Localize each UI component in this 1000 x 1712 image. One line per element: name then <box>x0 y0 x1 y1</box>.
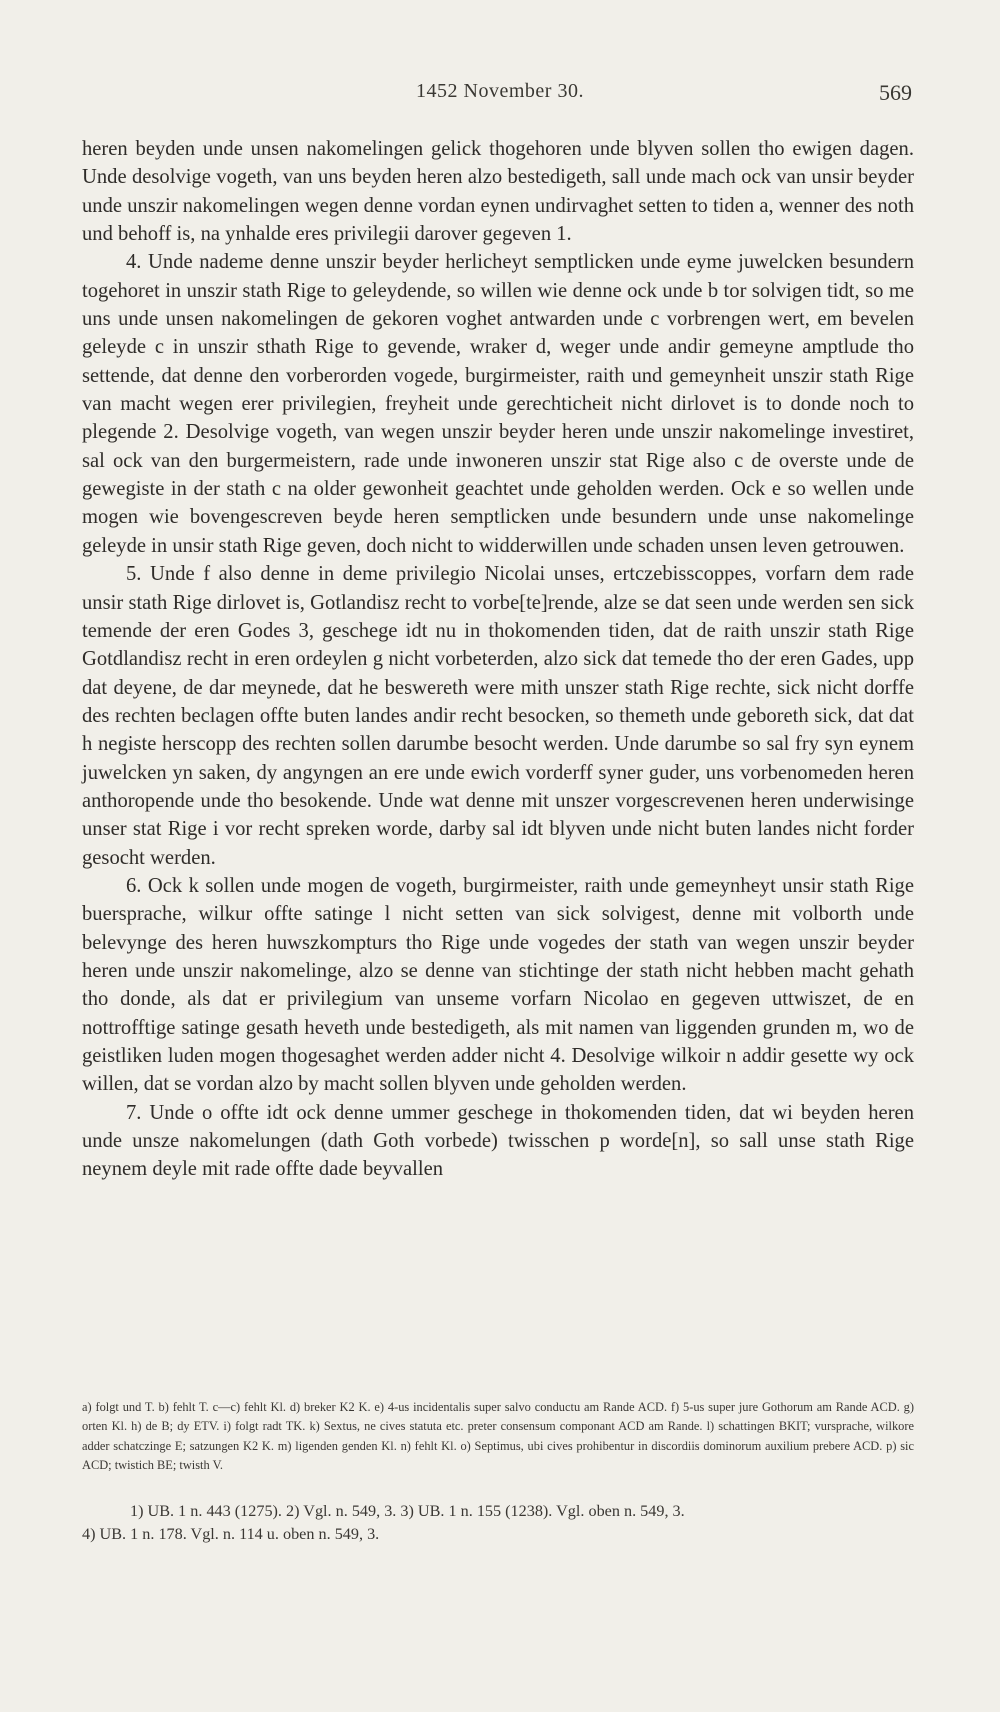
footnote-line: 4) UB. 1 n. 178. Vgl. n. 114 u. oben n. 549, 3. <box>82 1525 380 1543</box>
paragraph-continuation: heren beyden unde unsen nakomelingen gelick thogehoren unde blyven sollen tho ewigen dagen. Unde desolvige vogeth, van uns beyden heren alzo bestedigeth, sall unde mach ock van unsir beyder unde unszir nakomelingen wegen denne vordan eynen undirvaghet setten to tiden a, wenner des noth und behoff is, na ynhalde eres privilegii darover gegeven 1. <box>82 138 914 246</box>
page-title: 1452 November 30. <box>416 80 584 102</box>
main-text <box>82 135 914 1184</box>
footnotes <box>82 1500 914 1546</box>
page-number: 569 <box>879 80 912 105</box>
paragraph-7: 7. Unde o offte idt ock denne ummer geschege in thokomenden tiden, dat wi beyden heren unde unsze nakomelungen (dath Goth vorbede) twisschen p worde[n], so sall unse stath Rige neynem deyle mit rade offte dade beyvallen <box>82 1101 914 1181</box>
running-head <box>0 80 1000 110</box>
paragraph-4: 4. Unde nademe denne unszir beyder herlicheyt semptlicken unde eyme juwelcken besundern togehoret in unszir stath Rige to geleydende, so willen wie denne ock unde b tor solvigen tidt, so me uns unde unsen nakomelingen de gekoren voghet antwarden unde c vorbrengen wert, em bevelen geleyde c in unszir sthath Rige to gevende, wraker d, weger unde andir gemeyne amptlude tho settende, dat denne den vorberorden vogede, burgirmeister, raith und gemeynheit unszir stath Rige van macht wegen erer privilegien, freyheit unde gerechticheit nicht dirlovet is to donde noch to plegende 2. Desolvige vogeth, van wegen unszir beyder heren unde unszir nakomelinge investiret, sal ock van den burgermeistern, rade unde inwoneren unszir stat Rige also c de overste unde de gewegiste in der stath c na older gewonheit geachtet unde geholden werden. Ock e so wellen unde mogen wie bovengescreven beyde heren semptlicken unde besundern unde unse nakomelinge geleyde in unsir stath Rige geven, doch nicht to widderwillen unde schaden unsen leven getrouwen. <box>82 251 914 557</box>
footnote-line: 1) UB. 1 n. 443 (1275). 2) Vgl. n. 549, 3. 3) UB. 1 n. 155 (1238). Vgl. oben n. 549, 3. <box>130 1502 685 1520</box>
critical-apparatus <box>82 1398 914 1475</box>
paragraph-5: 5. Unde f also denne in deme privilegio Nicolai unses, ertczebisscoppes, vorfarn dem rade unsir stath Rige dirlovet is, Gotlandisz recht to vorbe[te]rende, alze se dat seen unde werden sen sick temende der eren Godes 3, geschege idt nu in thokomenden tiden, dat de raith unszir stath Rige Gotdlandisz recht in eren ordeylen g nicht vorbeterden, alzo sick dat temede tho der eren Gades, upp dat deyene, de dar meynede, dat he beswereth were mith unszer stath Rige rechte, sick nicht dorffe des rechten beclagen offte buten landes andir recht besocken, so themeth unde geboreth sick, dat dat h negiste herscopp des rechten sollen darumbe besocht werden. Unde darumbe so sal fry syn eynem juwelcken yn saken, dy angyngen an ere unde ewich vorderff syner guder, uns vorbenomeden heren anthoropende unde tho besokende. Unde wat denne mit unszer vorgescrevenen heren underwisinge unser stat Rige i vor recht spreken worde, darby sal idt blyven unde nicht buten landes nicht forder gesocht werden. <box>82 563 914 869</box>
paragraph-6: 6. Ock k sollen unde mogen de vogeth, burgirmeister, raith unde gemeynheyt unsir stath Rige buersprache, wilkur offte satinge l nicht setten van sick solvigest, denne mit volborth unde belevynge des heren huwszkompturs tho Rige unde vogedes der stath van wegen unszir beyder heren unde unszir nakomelinge, alzo se denne van stichtinge der stath nicht hebben macht gehath tho donde, als dat er privilegium van unseme vorfarn Nicolao en gegeven uttwiszet, de en nottrofftige satinge gesath heveth unde bestedigeth, als mit namen van liggenden grunden m, wo de geistliken luden mogen thogesaghet werden adder nicht 4. Desolvige wilkoir n addir gesette wy ock willen, dat se vordan alzo by macht sollen blyven unde geholden werden. <box>82 874 914 1096</box>
apparatus-notes: a) folgt und T. b) fehlt T. c—c) fehlt Kl. d) breker K2 K. e) 4-us incidentalis super salvo conductu am Rande ACD. f) 5-us super jure Gothorum am Rande ACD. g) orten Kl. h) de B; dy ETV. i) folgt radt TK. k) Sextus, ne cives statuta etc. preter consensum componant ACD am Rande. l) schattingen BKIT; vursprache, wilkore adder schatczinge E; satzungen K2 K. m) ligenden genden Kl. n) fehlt Kl. o) Septimus, ubi cives prohibentur in discordiis dominorum auxilium prebere ACD. p) sic ACD; twistich BE; twisth V. <box>82 1400 914 1472</box>
